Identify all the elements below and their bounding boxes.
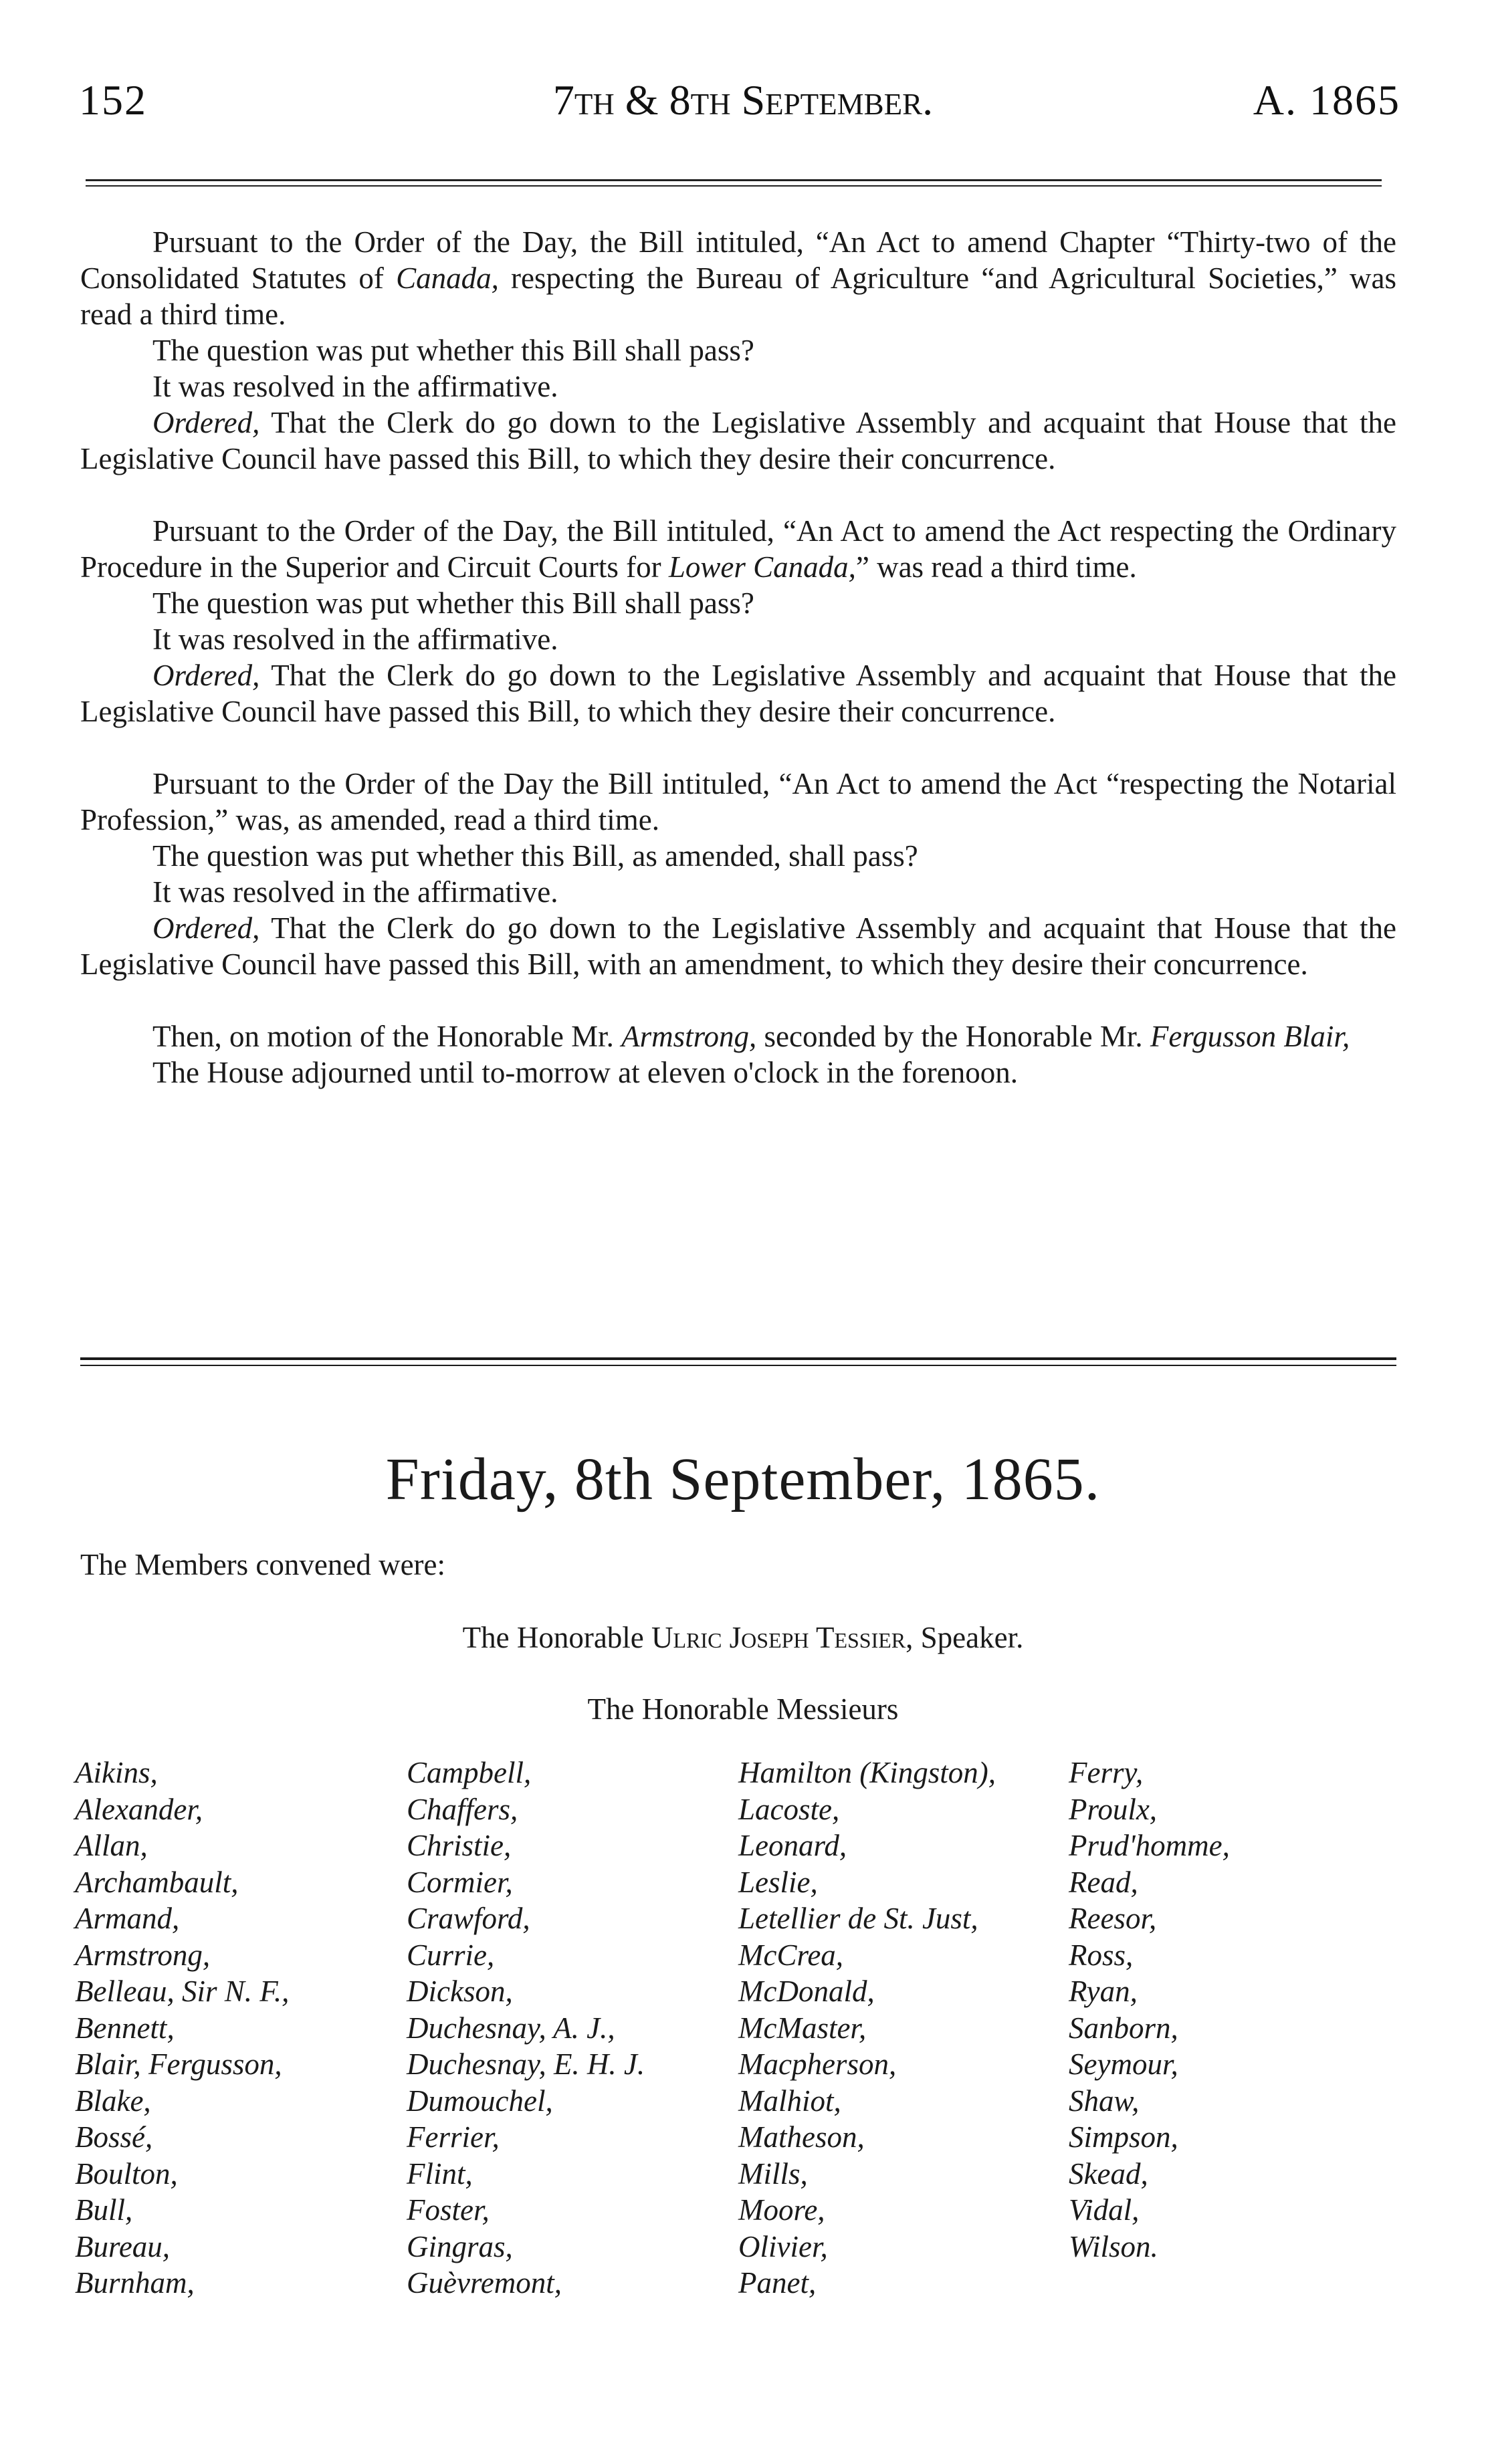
members-column-1 [75,1755,289,2302]
member-name: Dickson, [407,1975,513,2008]
member-name: Simpson, [1069,2120,1178,2154]
member-name: McCrea, [738,1938,844,1972]
member-name: Christie, [407,1829,512,1862]
member-name: Moore, [738,2193,825,2227]
member-name: Ross, [1069,1938,1134,1972]
members-column-2 [407,1755,645,2302]
journal-body [80,224,1396,1091]
member-name: Malhiot, [738,2084,841,2118]
member-name: Ferry, [1069,1756,1144,1789]
member-name: McDonald, [738,1975,875,2008]
member-name: Mills, [738,2156,808,2191]
adjournment-motion: Then, on motion of the Honorable Mr. Armstrong, seconded by the Honorable Mr. Fergusson Blair, [152,1020,1350,1053]
member-name: Leonard, [738,1829,847,1862]
member-name: Seymour, [1069,2047,1178,2081]
entry-ordered: Ordered, That the Clerk do go down to the Legislative Assembly and acquaint that House that the Legislative Council have passed this Bill, with an amendment, to which they desire their concurrence. [80,911,1396,981]
member-name: Read, [1069,1865,1138,1899]
member-name: Bennett, [75,2011,175,2045]
entry-question: The question was put whether this Bill, as amended, shall pass? [152,839,918,873]
entry-opening: Pursuant to the Order of the Day the Bill intituled, “An Act to amend the Act “respecting the Notarial Profession,” was, as amended, read a third time. [80,767,1396,836]
member-name: Bureau, [75,2229,171,2263]
member-name: Foster, [407,2193,490,2227]
messieurs-label: The Honorable Messieurs [587,1692,899,1726]
member-name: Blake, [75,2084,151,2118]
member-name: Cormier, [407,1865,513,1899]
members-column-3 [738,1755,996,2302]
member-name: Armstrong, [75,1938,211,1972]
entry-opening: Pursuant to the Order of the Day, the Bill intituled, “An Act to amend Chapter “Thirty-two of the Consolidated Statutes of Canada, respecting the Bureau of Agriculture “and Agricultural Societies,” was read a third time. [80,225,1396,331]
adjournment-result: The House adjourned until to-morrow at eleven o'clock in the forenoon. [152,1056,1018,1089]
running-title: 7th & 8th September. [552,76,934,124]
member-name: Dumouchel, [407,2084,553,2118]
member-name: Prud'homme, [1069,1829,1230,1862]
member-name: Duchesnay, A. J., [407,2011,615,2045]
member-name: Ferrier, [407,2120,500,2154]
entry-resolved: It was resolved in the affirmative. [152,370,558,403]
member-name: Skead, [1069,2156,1148,2191]
member-name: McMaster, [738,2011,867,2045]
member-name: Archambault, [75,1865,239,1899]
members-column-4 [1069,1755,1230,2265]
member-name: Gingras, [407,2229,513,2263]
running-year: A. 1865 [1253,76,1400,124]
member-name: Ryan, [1069,1975,1138,2008]
header-rule [86,179,1382,181]
member-name: Hamilton (Kingston), [738,1756,996,1789]
member-name: Belleau, Sir N. F., [75,1975,290,2008]
member-name: Bull, [75,2193,133,2227]
member-name: Matheson, [738,2120,865,2154]
member-name: Chaffers, [407,1792,518,1826]
member-name: Leslie, [738,1865,818,1899]
member-name: Aikins, [75,1756,158,1789]
member-name: Blair, Fergusson, [75,2047,282,2081]
entry-opening: Pursuant to the Order of the Day, the Bill intituled, “An Act to amend the Act respecting the Ordinary Procedure in the Superior and Circuit Courts for Lower Canada,” was read a third time. [80,514,1396,584]
entry-bureau-of-agriculture [80,224,1396,477]
member-name: Alexander, [75,1792,203,1826]
entry-resolved: It was resolved in the affirmative. [152,875,558,909]
member-name: Wilson. [1069,2229,1158,2263]
speaker-line: The Honorable Ulric Joseph Tessier, Speaker. [462,1621,1024,1654]
member-name: Duchesnay, E. H. J. [407,2047,645,2081]
member-name: Allan, [75,1829,148,1862]
entry-question: The question was put whether this Bill shall pass? [152,586,754,620]
member-name: Shaw, [1069,2084,1140,2118]
member-name: Proulx, [1069,1792,1158,1826]
member-name: Sanborn, [1069,2011,1178,2045]
page-number: 152 [79,76,147,124]
entry-ordinary-procedure [80,513,1396,730]
member-name: Flint, [407,2156,473,2191]
adjournment [80,1018,1396,1091]
entry-ordered: Ordered, That the Clerk do go down to the Legislative Assembly and acquaint that House that the Legislative Council have passed this Bill, to which they desire their concurrence. [80,659,1396,728]
member-name: Guèvremont, [407,2266,562,2300]
member-name: Lacoste, [738,1792,840,1826]
member-name: Letellier de St. Just, [738,1902,978,1935]
sitting-heading: Friday, 8th September, 1865. [385,1446,1101,1513]
entry-notarial-profession [80,766,1396,982]
member-name: Olivier, [738,2229,828,2263]
member-name: Campbell, [407,1756,532,1789]
section-rule [80,1357,1396,1360]
member-name: Burnham, [75,2266,195,2300]
entry-ordered: Ordered, That the Clerk do go down to the Legislative Assembly and acquaint that House that the Legislative Council have passed this Bill, to which they desire their concurrence. [80,406,1396,475]
entry-resolved: It was resolved in the affirmative. [152,623,558,656]
member-name: Vidal, [1069,2193,1140,2227]
member-name: Bossé, [75,2120,153,2154]
member-name: Armand, [75,1902,180,1935]
members-convened-label: The Members convened were: [80,1548,446,1581]
member-name: Panet, [738,2266,817,2300]
member-name: Boulton, [75,2156,178,2191]
member-name: Crawford, [407,1902,530,1935]
member-name: Currie, [407,1938,495,1972]
member-name: Macpherson, [738,2047,897,2081]
member-name: Reesor, [1069,1902,1157,1935]
entry-question: The question was put whether this Bill shall pass? [152,334,754,367]
